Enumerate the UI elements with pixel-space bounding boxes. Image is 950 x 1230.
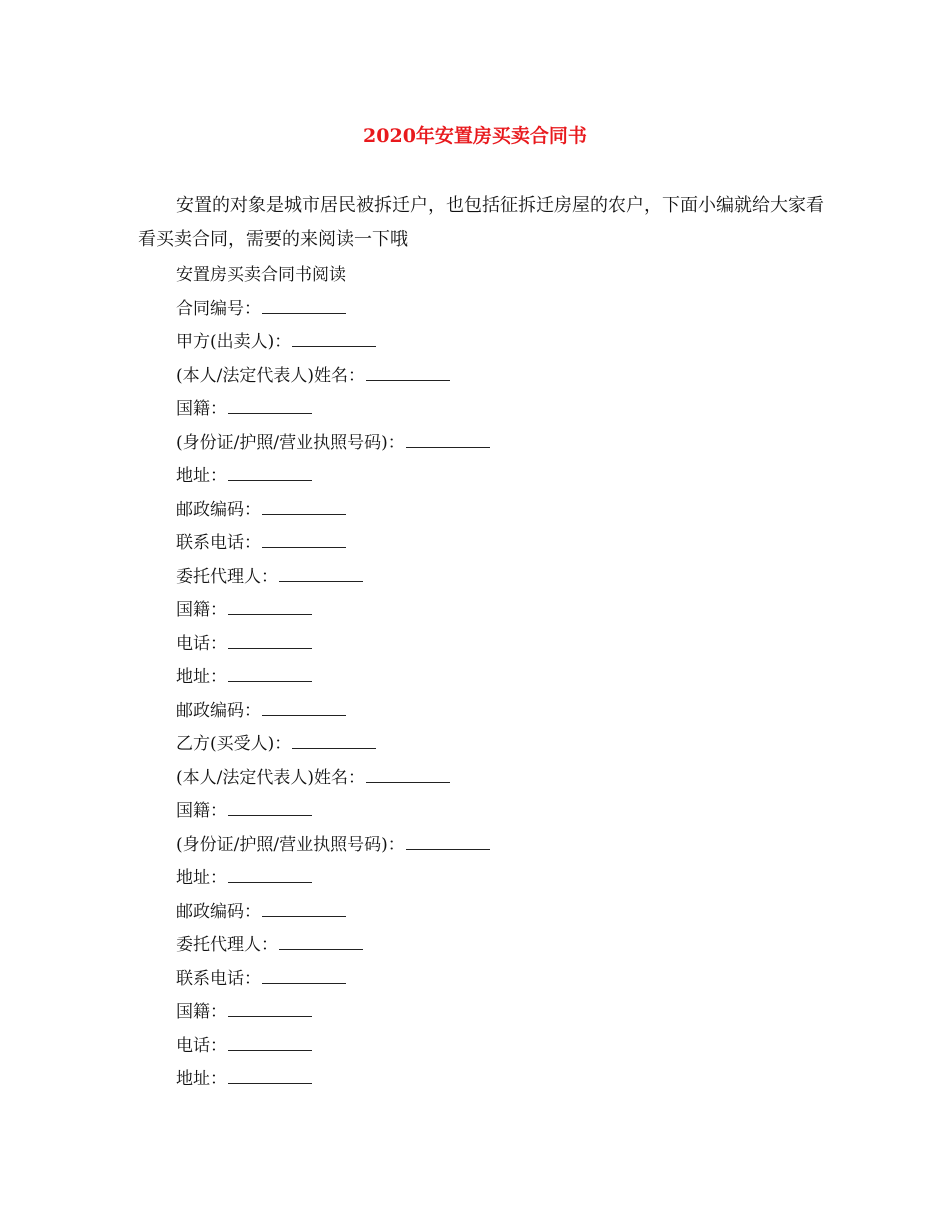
field-b-agent-nationality: 国籍： [176, 996, 490, 1030]
blank-line [292, 747, 376, 749]
field-contract-number: 合同编号： [176, 293, 490, 327]
field-b-postcode: 邮政编码： [176, 896, 490, 930]
field-party-b: 乙方(买受人)： [176, 728, 490, 762]
section-heading: 安置房买卖合同书阅读 [176, 265, 346, 285]
blank-line [262, 513, 346, 515]
field-a-agent-nationality: 国籍： [176, 594, 490, 628]
blank-line [228, 680, 312, 682]
field-b-name: (本人/法定代表人)姓名： [176, 762, 490, 796]
blank-line [228, 814, 312, 816]
field-a-phone: 联系电话： [176, 527, 490, 561]
field-b-agent-address: 地址： [176, 1063, 490, 1097]
blank-line [406, 848, 490, 850]
field-a-agent-postcode: 邮政编码： [176, 695, 490, 729]
blank-line [279, 948, 363, 950]
blank-line [366, 781, 450, 783]
intro-paragraph: 安置的对象是城市居民被拆迁户，也包括征拆迁房屋的农户，下面小编就给大家看看买卖合同，需要的来阅读一下哦 [138, 195, 824, 250]
blank-line [228, 1049, 312, 1051]
blank-line [366, 379, 450, 381]
blank-line [406, 446, 490, 448]
blank-line [228, 1082, 312, 1084]
field-a-id-number: (身份证/护照/营业执照号码)： [176, 427, 490, 461]
blank-line [228, 412, 312, 414]
field-b-phone: 联系电话： [176, 963, 490, 997]
blank-line [262, 982, 346, 984]
field-a-nationality: 国籍： [176, 393, 490, 427]
field-b-agent: 委托代理人： [176, 929, 490, 963]
blank-line [292, 345, 376, 347]
field-a-agent: 委托代理人： [176, 561, 490, 595]
blank-line [228, 881, 312, 883]
field-b-id-number: (身份证/护照/营业执照号码)： [176, 829, 490, 863]
blank-line [228, 647, 312, 649]
field-a-name: (本人/法定代表人)姓名： [176, 360, 490, 394]
contract-fields [176, 259, 490, 1097]
field-a-address: 地址： [176, 460, 490, 494]
field-b-nationality: 国籍： [176, 795, 490, 829]
field-b-address: 地址： [176, 862, 490, 896]
field-a-postcode: 邮政编码： [176, 494, 490, 528]
blank-line [262, 546, 346, 548]
blank-line [262, 312, 346, 314]
blank-line [279, 580, 363, 582]
field-party-a: 甲方(出卖人)： [176, 326, 490, 360]
blank-line [228, 613, 312, 615]
blank-line [262, 714, 346, 716]
field-a-agent-phone: 电话： [176, 628, 490, 662]
blank-line [228, 1015, 312, 1017]
field-a-agent-address: 地址： [176, 661, 490, 695]
blank-line [262, 915, 346, 917]
field-b-agent-phone: 电话： [176, 1030, 490, 1064]
document-title: 2020年安置房买卖合同书 [363, 125, 587, 147]
blank-line [228, 479, 312, 481]
